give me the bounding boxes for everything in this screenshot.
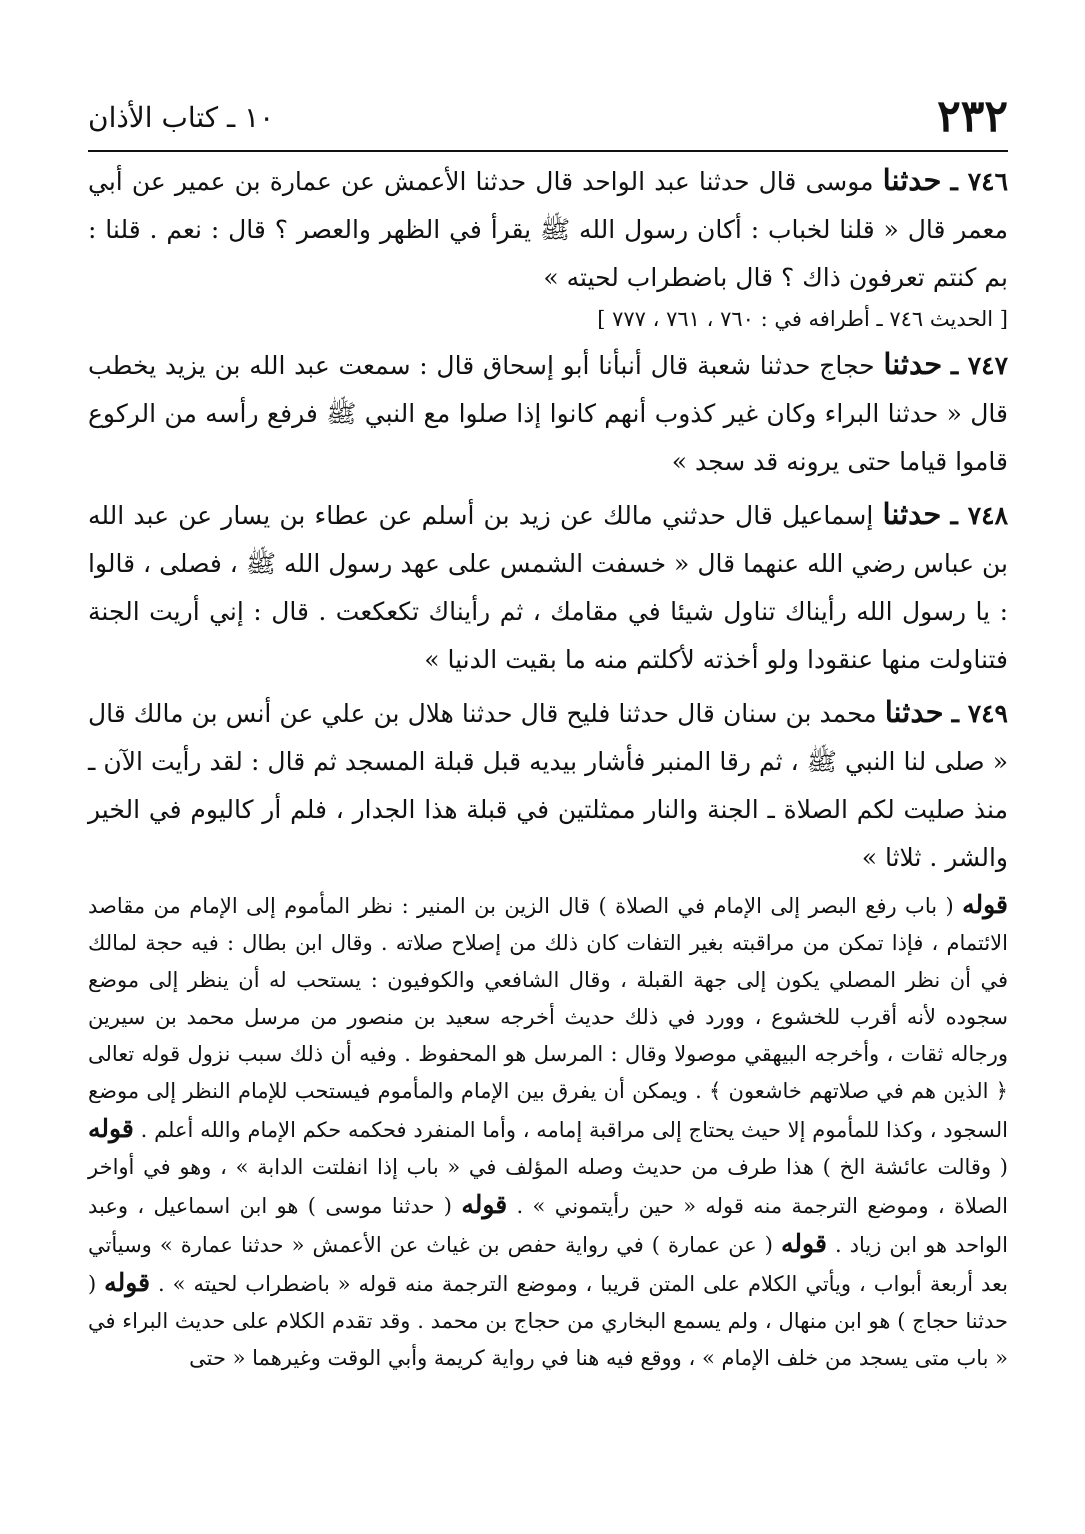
book-page [88, 90, 1008, 1510]
page-number: ٢٣٢ [937, 91, 1008, 142]
haddathana-word: حدثنا [882, 163, 942, 197]
hadith-number: ٧٤٩ ـ [951, 699, 1008, 728]
commentary [88, 886, 1008, 1377]
haddathana-word: حدثنا [884, 695, 944, 729]
hadith-747 [88, 340, 1008, 486]
qawluhu-keyword: قوله [962, 890, 1008, 919]
hadith-749 [88, 688, 1008, 882]
qawluhu-keyword: قوله [88, 1114, 134, 1143]
hadith-text: إسماعيل قال حدثني مالك عن زيد بن أسلم عن عطاء بن يسار عن عبد الله بن عباس رضي الله عنهما قال « خسفت الشمس على عهد رسول الله ﷺ ، فصلى ، قالوا : يا رسول الله رأيناك تناول شيئا في مقامك ، ثم رأيناك تكعكعت . قال : إني أريت الجنة فتناولت منها عنقودا ولو أخذته لأكلتم منه ما بقيت الدنيا » [88, 501, 1008, 674]
page-header [88, 90, 1008, 152]
commentary-text: ( وقالت عائشة الخ ) هذا طرف من حديث وصله المؤلف في « باب إذا انفلتت الدابة » ، وهو في أواخر الصلاة ، وموضع الترجمة منه قوله « حين رأيتموني » . [88, 1155, 1008, 1218]
hadith-number: ٧٤٧ ـ [950, 351, 1009, 380]
hadith-number: ٧٤٨ ـ [950, 501, 1009, 530]
commentary-text: ( حدثنا موسى ) هو ابن اسماعيل ، وعبد الواحد هو ابن زياد . [88, 1194, 1008, 1257]
cross-reference: [ الحديث ٧٤٦ ـ أطرافه في : ٧٦٠ ، ٧٦١ ، ٧٧٧ ] [597, 307, 1008, 331]
qawluhu-keyword: قوله [104, 1268, 151, 1297]
hadith-text: حجاج حدثنا شعبة قال أنبأنا أبو إسحاق قال : سمعت عبد الله بن يزيد يخطب قال « حدثنا البراء وكان غير كذوب أنهم كانوا إذا صلوا مع النبي ﷺ فرفع رأسه من الركوع قاموا قياما حتى يرونه قد سجد » [88, 351, 1008, 476]
qawluhu-keyword: قوله [781, 1229, 827, 1258]
hadith-746 [88, 156, 1008, 302]
haddathana-word: حدثنا [883, 347, 943, 381]
hadith-text: محمد بن سنان قال حدثنا فليح قال حدثنا هلال بن علي عن أنس بن مالك قال « صلى لنا النبي ﷺ ، ثم رقا المنبر فأشار بيديه قبل قبلة المسجد ثم قال : لقد رأيت الآن ـ منذ صليت لكم الصلاة ـ الجنة والنار ممثلتين في قبلة هذا الجدار ، فلم أر كاليوم في الخير والشر . ثلاثا » [88, 699, 1008, 872]
hadith-text: موسى قال حدثنا عبد الواحد قال حدثنا الأعمش عن عمارة بن عمير عن أبي معمر قال « قلنا لخباب : أكان رسول الله ﷺ يقرأ في الظهر والعصر ؟ قال : نعم . قلنا : بم كنتم تعرفون ذاك ؟ قال باضطراب لحيته » [88, 167, 1008, 292]
haddathana-word: حدثنا [882, 497, 942, 531]
commentary-text: ( باب رفع البصر إلى الإمام في الصلاة ) قال الزين بن المنير : نظر المأموم إلى الإمام من مقاصد الائتمام ، فإذا تمكن من مراقبته بغير التفات كان ذلك من إصلاح صلاته . وقال ابن بطال : فيه حجة لمالك في أن نظر المصلي يكون إلى جهة القبلة ، وقال الشافعي والكوفيون : يستحب له أن ينظر إلى موضع سجوده لأنه أقرب للخشوع ، وورد في ذلك حديث أخرجه سعيد بن منصور من مرسل محمد بن سيرين ورجاله ثقات ، وأخرجه البيهقي موصولا وقال : المرسل هو المحفوظ . وفيه أن ذلك سبب نزول قوله تعالى ﴿ الذين هم في صلاتهم خاشعون ﴾ . ويمكن أن يفرق بين الإمام والمأموم فيستحب للإمام النظر إلى موضع السجود ، وكذا للمأموم إلا حيث يحتاج إلى مراقبة إمامه ، وأما المنفرد فحكمه حكم الإمام والله أعلم . [88, 894, 1008, 1142]
qawluhu-keyword: قوله [461, 1190, 508, 1219]
commentary-text: ( عن عمارة ) في رواية حفص بن غياث عن الأعمش « حدثنا عمارة » وسيأتي بعد أربعة أبواب ، ويأتي الكلام على المتن قريبا ، وموضع الترجمة منه قوله « باضطراب لحيته » . [88, 1233, 1008, 1296]
commentary-text: ( حدثنا حجاج ) هو ابن منهال ، ولم يسمع البخاري من حجاج بن محمد . وقد تقدم الكلام على حديث البراء في « باب متى يسجد من خلف الإمام » ، ووقع فيه هنا في رواية كريمة وأبي الوقت وغيرهما « حتى [88, 1272, 1008, 1370]
book-title: ١٠ ـ كتاب الأذان [88, 101, 275, 134]
hadith-number: ٧٤٦ ـ [950, 167, 1009, 196]
hadith-748 [88, 490, 1008, 684]
